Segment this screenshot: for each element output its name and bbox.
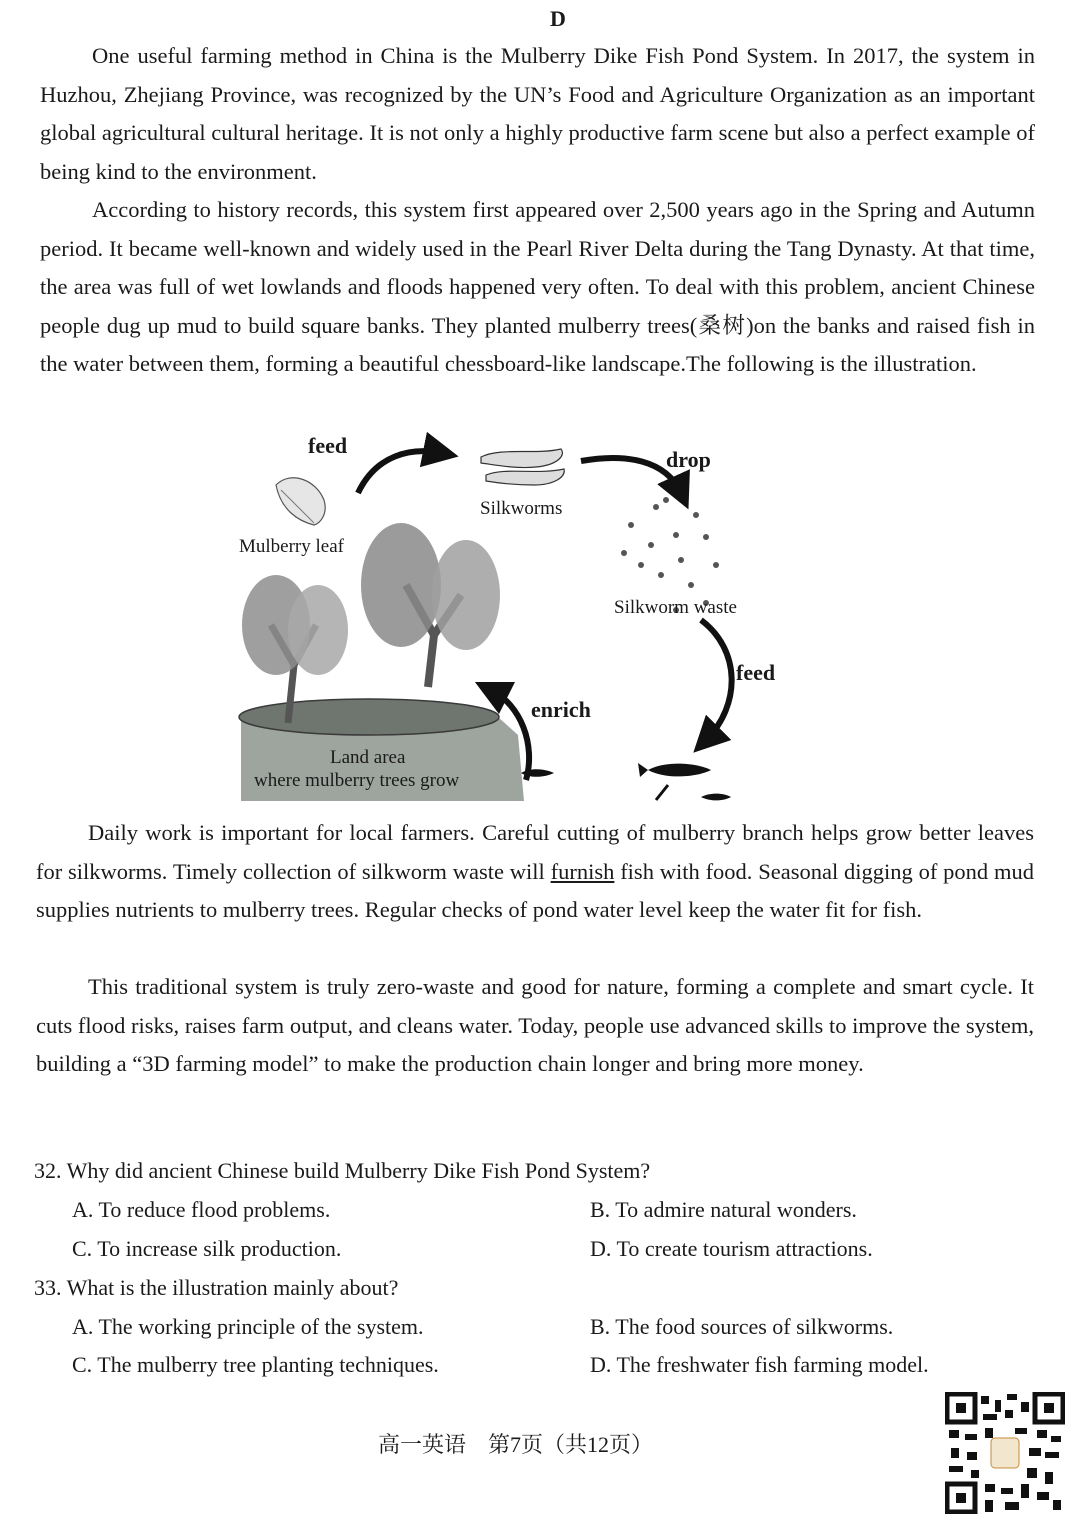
question-33-option-b[interactable]: B. The food sources of silkworms. xyxy=(590,1314,894,1339)
paragraph-3-text-before: Daily work is important for local farmers. Careful cutting of mulberry branch helps grow better leaves for silkworms. Timely collection of silkworm waste will xyxy=(36,820,1034,884)
paragraph-3-text-after: fish with food. Seasonal digging of pond mud supplies nutrients to mulberry trees. Regular checks of pond water level keep the water fit for fish. xyxy=(36,858,1034,922)
underlined-word-furnish: furnish xyxy=(550,858,615,884)
question-33-option-a[interactable]: A. The working principle of the system. xyxy=(72,1314,424,1339)
passage-paragraph-3 xyxy=(36,814,1034,930)
passage-paragraph-4: This traditional system is truly zero-waste and good for nature, forming a complete and smart cycle. It cuts flood risks, raises farm output, and cleans water. Today, people use advanced skills to improve the system, building a “3D farming model” to make the production chain longer and bring more money. xyxy=(36,974,1034,1076)
land-area-sublabel: where mulberry trees grow xyxy=(254,770,460,791)
question-33-stem: 33. What is the illustration mainly about? xyxy=(34,1275,399,1300)
page-footer: 高一英语 第7页（共12页） xyxy=(378,1432,654,1457)
enrich-label: enrich xyxy=(531,697,591,722)
question-33-option-c[interactable]: C. The mulberry tree planting techniques. xyxy=(72,1352,439,1377)
passage-paragraph-1: One useful farming method in China is the Mulberry Dike Fish Pond System. In 2017, the system in Huzhou, Zhejiang Province, was recognized by the UN’s Food and Agriculture Organization as an important global agricultural cultural heritage. It is not only a highly productive farm scene but also a perfect example of being kind to the environment. xyxy=(40,43,1035,184)
question-32-option-d[interactable]: D. To create tourism attractions. xyxy=(590,1236,873,1261)
illustration-graphics xyxy=(236,425,846,805)
question-32-stem: 32. Why did ancient Chinese build Mulberry Dike Fish Pond System? xyxy=(34,1158,651,1183)
fish-icon xyxy=(521,763,731,800)
question-32-option-a[interactable]: A. To reduce flood problems. xyxy=(72,1197,331,1222)
land-area-label: Land area xyxy=(330,747,406,768)
passage-paragraph-2: According to history records, this system first appeared over 2,500 years ago in the Spring and Autumn period. It became well-known and widely used in the Pearl River Delta during the Tang Dynasty. At that time, the area was full of wet lowlands and floods happened very often. To deal with this problem, ancient Chinese people dug up mud to build square banks. They planted mulberry trees(桑树)on the banks and raised fish in the water between them, forming a beautiful chessboard-like landscape.The following is the illustration. xyxy=(40,197,1035,376)
mulberry-leaf-icon xyxy=(276,478,325,525)
question-32-option-c[interactable]: C. To increase silk production. xyxy=(72,1236,342,1261)
system-illustration xyxy=(236,425,846,805)
qr-code-icon[interactable] xyxy=(945,1392,1065,1514)
feed-label-top: feed xyxy=(308,433,348,458)
section-letter: D xyxy=(550,6,566,31)
feed-arrow-right xyxy=(701,620,732,740)
question-32-option-b[interactable]: B. To admire natural wonders. xyxy=(590,1197,857,1222)
question-33-option-d[interactable]: D. The freshwater fish farming model. xyxy=(590,1352,929,1377)
silkworm-waste-dots xyxy=(621,497,719,613)
mulberry-leaf-label: Mulberry leaf xyxy=(239,536,344,557)
feed-arrow-top xyxy=(358,451,441,493)
feed-label-right: feed xyxy=(736,660,776,685)
silkworms-label: Silkworms xyxy=(480,498,563,519)
drop-label: drop xyxy=(666,447,711,472)
silkworm-waste-label: Silkworm waste xyxy=(614,597,737,618)
silkworms-icon xyxy=(481,449,564,485)
